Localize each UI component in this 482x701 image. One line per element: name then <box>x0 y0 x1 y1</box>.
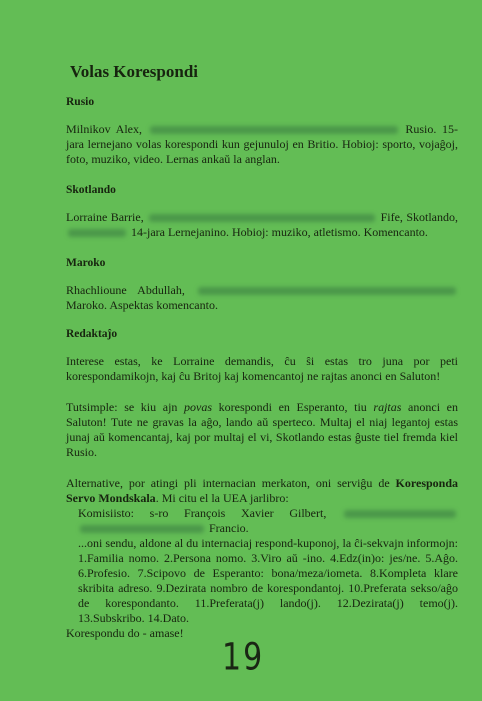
country-text: Francio. <box>209 521 249 535</box>
redacted-address <box>150 126 398 134</box>
section-heading-rusio: Rusio <box>66 96 95 108</box>
closing-line: Korespondu do - amase! <box>66 626 184 640</box>
instructions-text: ...oni sendu, aldone al du internaciaj respond-kuponoj, la ĉi-sekvajn informojn: 1.Familia nomo. 2.Persona nomo. 3.Viro aŭ -ino. 4.Edz(in)o: jes/ne. 5.Aĝo. 6.Profesio. 7.Scipovo de Esperanto: bona/meza/iometa. 8.Kompleta klare skribita adreso. 9.Dezirata nombro de korespondantoj. 10.Preferata sekso/aĝo de korespondanto. 11.Preferata(j) lando(j). 12.Dezirata(j) temo(j). 13.Subskribo. 14.Dato. <box>78 536 458 625</box>
redacted-address <box>80 525 204 533</box>
section-heading-skotlando: Skotlando <box>66 184 116 196</box>
entry-skotlando <box>66 210 458 240</box>
entry-rusio-name: Milnikov Alex, <box>66 122 142 136</box>
entry-skotlando-region: Fife, <box>380 210 403 224</box>
entry-rusio-text: 15-jara lernejano volas korespondi kun gejunuloj en Britio. Hobioj: sporto, vojaĝoj, foto, muziko, video. Lernas ankaŭ la anglan. <box>66 122 459 166</box>
entry-skotlando-name: Lorraine Barrie, <box>66 210 144 224</box>
entry-skotlando-country: Skotlando, <box>406 210 458 224</box>
editorial-paragraph-3 <box>66 476 458 506</box>
editorial-text: anonci en Saluton! Tute ne gravas la aĝo, lando aŭ sperteco. Multaj el niaj legantoj estas junaj aŭ komencantaj, kaj por multaj el vi, Skotlando estas ĝuste tiel fremda kiel Rusio. <box>66 400 458 459</box>
entry-maroko <box>66 283 458 313</box>
editorial-text: Alternative, por atingi pli internacian merkaton, oni serviĝu de <box>66 476 390 490</box>
emphasis-rajtas: rajtas <box>373 400 402 414</box>
handwritten-page-number: 19 <box>222 635 265 680</box>
editorial-paragraph-2 <box>66 400 458 460</box>
emphasis-povas: povas <box>184 400 213 414</box>
entry-rusio-country: Rusio. <box>405 122 437 136</box>
service-name: Koresponda Servo Mondskala <box>66 476 459 505</box>
editorial-text: . Mi citu el la UEA jarlibro: <box>155 491 289 505</box>
editorial-text: Tutsimple: se kiu ajn <box>66 400 185 414</box>
section-heading-maroko: Maroko <box>66 257 106 269</box>
redacted-address <box>149 214 375 222</box>
redacted-address <box>344 510 456 518</box>
entry-maroko-name: Rhachlioune Abdullah, <box>66 283 185 297</box>
entry-skotlando-text: 14-jara Lernejanino. Hobioj: muziko, atletismo. Komencanto. <box>131 225 428 239</box>
document-content <box>66 62 458 641</box>
entry-rusio <box>66 122 458 167</box>
redacted-postcode <box>68 229 126 237</box>
page-title: Volas Korespondi <box>70 62 199 81</box>
entry-maroko-text: Maroko. Aspektas komencanto. <box>66 298 218 312</box>
section-heading-redaktajo: Redaktaĵo <box>66 328 118 340</box>
uea-quote <box>78 506 458 626</box>
editorial-text: korespondi en Esperanto, tiu <box>212 400 374 414</box>
redacted-address <box>198 287 456 295</box>
komisiisto-text: Komisiisto: s-ro François Xavier Gilbert, <box>78 506 327 520</box>
editorial-paragraph-1: Interese estas, ke Lorraine demandis, ĉu ŝi estas tro juna por peti korespondamikojn, kaj ĉu Britoj kaj komencantoj ne rajtas anonci en Saluton! <box>66 354 458 383</box>
